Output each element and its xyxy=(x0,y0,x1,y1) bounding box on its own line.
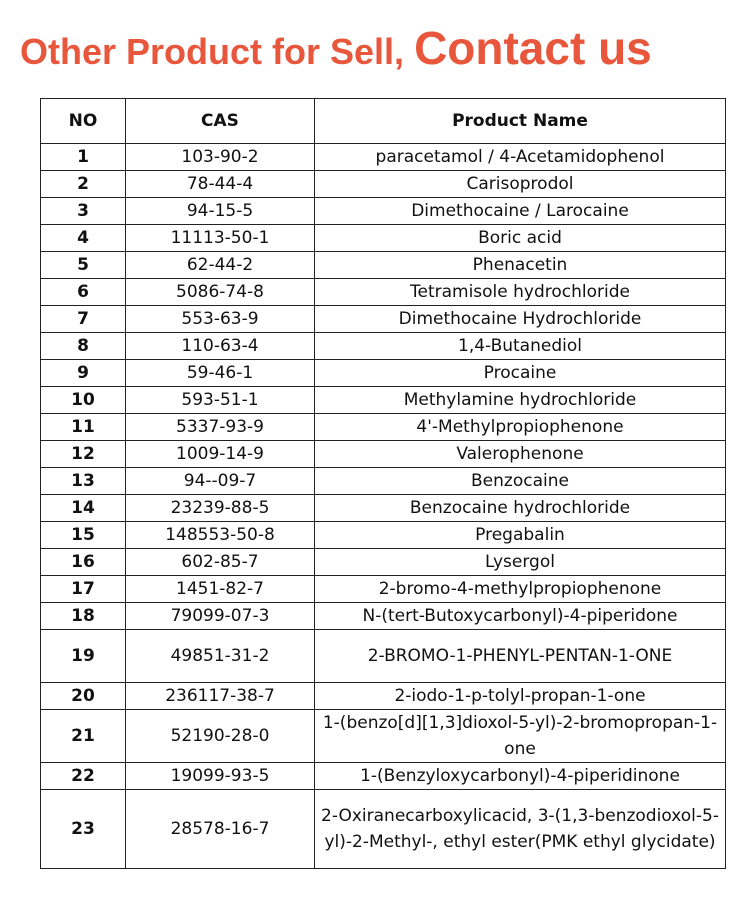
table-row xyxy=(41,306,726,333)
row-number: 11 xyxy=(41,414,126,441)
product-name: 1,4-Butanediol xyxy=(315,333,726,360)
cas-number: 553-63-9 xyxy=(126,306,315,333)
row-number: 5 xyxy=(41,252,126,279)
table-header-row xyxy=(41,99,726,144)
table-row xyxy=(41,495,726,522)
cas-number: 94-15-5 xyxy=(126,198,315,225)
product-name: Lysergol xyxy=(315,549,726,576)
row-number: 14 xyxy=(41,495,126,522)
table-row xyxy=(41,414,726,441)
column-header-product-name: Product Name xyxy=(315,99,726,144)
cas-number: 1451-82-7 xyxy=(126,576,315,603)
row-number: 23 xyxy=(41,790,126,869)
cas-number: 11113-50-1 xyxy=(126,225,315,252)
cas-number: 78-44-4 xyxy=(126,171,315,198)
product-name: N-(tert-Butoxycarbonyl)-4-piperidone xyxy=(315,603,726,630)
table-row xyxy=(41,360,726,387)
column-header-no: NO xyxy=(41,99,126,144)
cas-number: 103-90-2 xyxy=(126,144,315,171)
cas-number: 19099-93-5 xyxy=(126,763,315,790)
cas-number: 52190-28-0 xyxy=(126,710,315,763)
row-number: 2 xyxy=(41,171,126,198)
row-number: 1 xyxy=(41,144,126,171)
row-number: 22 xyxy=(41,763,126,790)
product-name: 2-bromo-4-methylpropiophenone xyxy=(315,576,726,603)
product-name: Benzocaine xyxy=(315,468,726,495)
cas-number: 49851-31-2 xyxy=(126,630,315,683)
product-name: Procaine xyxy=(315,360,726,387)
table-row xyxy=(41,790,726,869)
row-number: 10 xyxy=(41,387,126,414)
row-number: 20 xyxy=(41,683,126,710)
product-name: Carisoprodol xyxy=(315,171,726,198)
cas-number: 5337-93-9 xyxy=(126,414,315,441)
table-row xyxy=(41,252,726,279)
cas-number: 23239-88-5 xyxy=(126,495,315,522)
row-number: 6 xyxy=(41,279,126,306)
product-name: Phenacetin xyxy=(315,252,726,279)
row-number: 13 xyxy=(41,468,126,495)
table-row xyxy=(41,144,726,171)
cas-number: 79099-07-3 xyxy=(126,603,315,630)
cas-number: 602-85-7 xyxy=(126,549,315,576)
row-number: 4 xyxy=(41,225,126,252)
product-name: Dimethocaine Hydrochloride xyxy=(315,306,726,333)
row-number: 21 xyxy=(41,710,126,763)
product-name: 1-(Benzyloxycarbonyl)-4-piperidinone xyxy=(315,763,726,790)
column-header-cas: CAS xyxy=(126,99,315,144)
cas-number: 62-44-2 xyxy=(126,252,315,279)
row-number: 9 xyxy=(41,360,126,387)
product-name: paracetamol / 4-Acetamidophenol xyxy=(315,144,726,171)
product-name: Valerophenone xyxy=(315,441,726,468)
cas-number: 59-46-1 xyxy=(126,360,315,387)
cas-number: 148553-50-8 xyxy=(126,522,315,549)
product-name: Tetramisole hydrochloride xyxy=(315,279,726,306)
table-row xyxy=(41,171,726,198)
row-number: 17 xyxy=(41,576,126,603)
row-number: 15 xyxy=(41,522,126,549)
row-number: 12 xyxy=(41,441,126,468)
row-number: 19 xyxy=(41,630,126,683)
product-name: Boric acid xyxy=(315,225,726,252)
cas-number: 5086-74-8 xyxy=(126,279,315,306)
table-row xyxy=(41,198,726,225)
title-other-products: Other Product for Sell, xyxy=(20,31,415,72)
row-number: 16 xyxy=(41,549,126,576)
product-name: 2-iodo-1-p-tolyl-propan-1-one xyxy=(315,683,726,710)
product-name: Methylamine hydrochloride xyxy=(315,387,726,414)
product-name: Dimethocaine / Larocaine xyxy=(315,198,726,225)
cas-number: 593-51-1 xyxy=(126,387,315,414)
row-number: 3 xyxy=(41,198,126,225)
table-row xyxy=(41,333,726,360)
table-row xyxy=(41,576,726,603)
contact-us-link[interactable]: Contact us xyxy=(414,22,652,74)
table-row xyxy=(41,549,726,576)
table-row xyxy=(41,603,726,630)
product-name: 2-Oxiranecarboxylicacid, 3-(1,3-benzodioxol-5-yl)-2-Methyl-, ethyl ester(PMK ethyl glycidate) xyxy=(315,790,726,869)
product-table xyxy=(40,98,726,869)
product-name: Pregabalin xyxy=(315,522,726,549)
product-name: 2-BROMO-1-PHENYL-PENTAN-1-ONE xyxy=(315,630,726,683)
table-row xyxy=(41,683,726,710)
table-row xyxy=(41,468,726,495)
table-row xyxy=(41,279,726,306)
cas-number: 236117-38-7 xyxy=(126,683,315,710)
table-row xyxy=(41,763,726,790)
cas-number: 110-63-4 xyxy=(126,333,315,360)
table-row xyxy=(41,225,726,252)
table-row xyxy=(41,710,726,763)
cas-number: 28578-16-7 xyxy=(126,790,315,869)
cas-number: 1009-14-9 xyxy=(126,441,315,468)
table-row xyxy=(41,522,726,549)
table-row xyxy=(41,441,726,468)
row-number: 18 xyxy=(41,603,126,630)
page-title xyxy=(20,20,652,76)
product-name: 4'-Methylpropiophenone xyxy=(315,414,726,441)
product-name: 1-(benzo[d][1,3]dioxol-5-yl)-2-bromopropan-1-one xyxy=(315,710,726,763)
row-number: 8 xyxy=(41,333,126,360)
cas-number: 94--09-7 xyxy=(126,468,315,495)
row-number: 7 xyxy=(41,306,126,333)
table-row xyxy=(41,630,726,683)
product-name: Benzocaine hydrochloride xyxy=(315,495,726,522)
table-row xyxy=(41,387,726,414)
